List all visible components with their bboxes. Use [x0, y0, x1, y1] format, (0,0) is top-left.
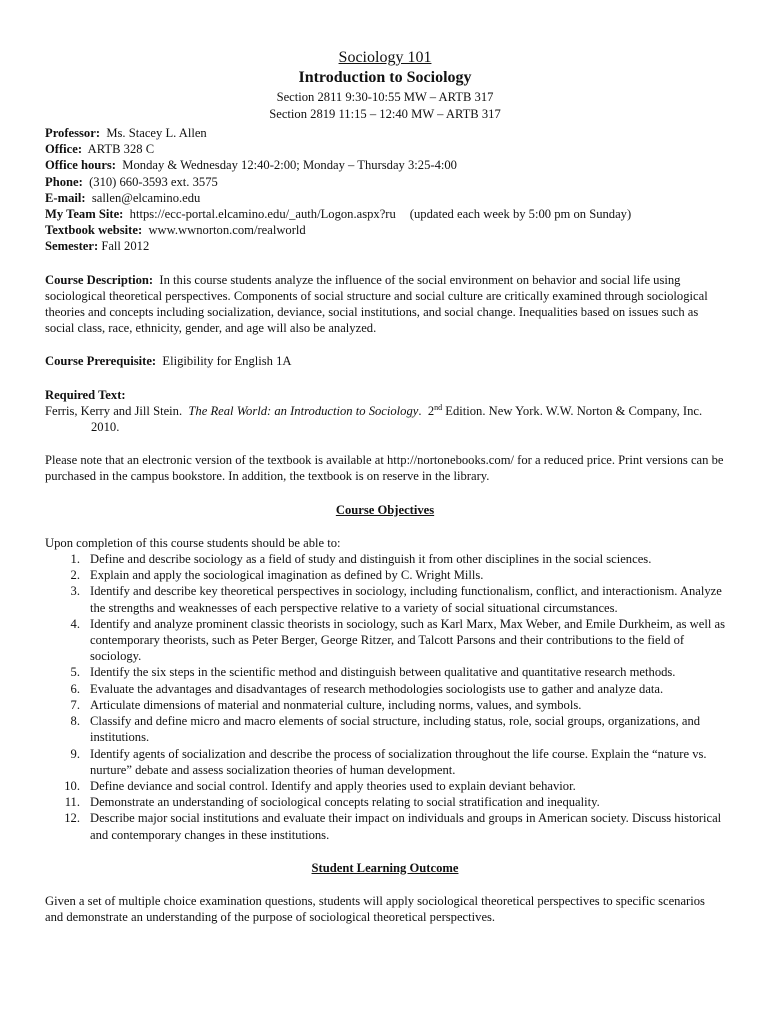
objective-number: 7. [70, 697, 80, 712]
objective-item [45, 794, 725, 810]
objective-item [45, 583, 725, 615]
email-label: E-mail: [45, 190, 86, 205]
objective-text: Define and describe sociology as a field of study and distinguish it from other disciplines in the social sciences. [90, 552, 652, 567]
objective-item [45, 551, 725, 567]
objectives-intro: Upon completion of this course students should be able to: [45, 535, 341, 550]
objective-text: Explain and apply the sociological imagination as defined by C. Wright Mills. [90, 568, 484, 583]
required-text-edition-number: 2 [427, 403, 435, 418]
course-objectives-heading: Course Objectives [335, 502, 435, 517]
office-value: ARTB 328 C [87, 142, 155, 157]
section-line-2: Section 2819 11:15 – 12:40 MW – ARTB 317 [269, 107, 501, 121]
objective-text: Identify and describe key theoretical perspectives in sociology, including functionalism, conflict, and interactionism. Analyze the strengths and weaknesses of each perspective relative to a variety of social situational circumstances. [90, 584, 722, 615]
team-site-line [45, 206, 725, 222]
section-line-1: Section 2811 9:30-10:55 MW – ARTB 317 [276, 90, 494, 104]
textbook-website-line [45, 222, 725, 238]
objective-number: 6. [70, 681, 80, 696]
team-site-note: (updated each week by 5:00 pm on Sunday) [409, 207, 632, 222]
objective-text: Classify and define micro and macro elements of social structure, including status, role, social groups, organizations, and institutions. [90, 714, 701, 745]
objective-number: 8. [70, 714, 80, 729]
textbook-website-url: www.wwnorton.com/realworld [148, 223, 306, 238]
objective-text: Evaluate the advantages and disadvantages of research methodologies sociologists use to gather and analyze data. [90, 681, 664, 696]
course-prerequisite-text: Eligibility for English 1A [162, 354, 292, 369]
objective-text: Identify agents of socialization and describe the process of socialization throughout the life course. Explain the “nature vs. nurture” debate and assess socialization theories of human development. [90, 746, 707, 777]
objective-item [45, 810, 725, 842]
course-number: Sociology 101 [338, 49, 432, 66]
team-site-url: https://ecc-portal.elcamino.edu/_auth/Logon.aspx?ru [129, 207, 396, 222]
textbook-website-label: Textbook website: [45, 223, 143, 238]
objective-text: Define deviance and social control. Identify and apply theories used to explain deviant behavior. [90, 778, 576, 793]
objective-item [45, 713, 725, 745]
learning-outcome-heading: Student Learning Outcome [311, 860, 459, 875]
required-text-label [45, 387, 725, 403]
email-line [45, 190, 725, 206]
required-text-heading: Required Text: [45, 387, 126, 402]
professor-label: Professor: [45, 126, 101, 140]
objective-number: 1. [70, 552, 80, 567]
required-text-publisher: Edition. New York. W.W. Norton & Company, Inc. 2010. [91, 403, 703, 435]
objective-text: Identify and analyze prominent classic theorists in sociology, such as Karl Marx, Max Weber, and Emile Durkheim, as well as contemporary theorists, such as Peter Berger, George Ritzer, and Talcott Parsons and their contributions to the field of sociology. [90, 616, 725, 664]
phone-value: (310) 660-3593 ext. 3575 [89, 174, 218, 189]
syllabus-page [45, 48, 725, 925]
course-description-text: In this course students analyze the influence of the social environment on behavior and social life using sociological theoretical perspectives. Components of social structure and social culture are critically examined through sociological theories and concepts including socialization, deviance, social institutions, and social change. Inequalities based on issues such as social class, race, ethnicity, gender, and age will also be analyzed. [45, 272, 708, 336]
phone-line [45, 174, 725, 190]
objective-number: 3. [70, 584, 80, 599]
office-hours-line [45, 157, 725, 173]
objective-number: 9. [70, 746, 80, 761]
course-info-block [45, 125, 725, 255]
email-value: sallen@elcamino.edu [91, 190, 201, 205]
professor-line [45, 125, 725, 141]
phone-label: Phone: [45, 174, 83, 189]
objective-item [45, 746, 725, 778]
professor-value: Ms. Stacey L. Allen [106, 126, 207, 140]
objective-item [45, 664, 725, 680]
required-text-citation: Ferris, Kerry and Jill Stein. The Real World: an Introduction to Sociology. 2nd Edition. New York. W.W. Norton & Company, Inc. 2010. [45, 402, 703, 435]
course-prerequisite [45, 353, 725, 369]
objective-text: Articulate dimensions of material and nonmaterial culture, including norms, values, and symbols. [90, 697, 582, 712]
semester-label: Semester: [45, 239, 99, 254]
objective-number: 11. [64, 795, 80, 810]
office-hours-value: Monday & Wednesday 12:40-2:00; Monday – Thursday 3:25-4:00 [122, 158, 457, 173]
objective-number: 10. [64, 778, 80, 793]
objective-item [45, 681, 725, 697]
required-text-book-title: The Real World: an Introduction to Sociology [188, 403, 419, 418]
required-text-authors: Ferris, Kerry and Jill Stein. [45, 403, 183, 418]
ebook-note: Please note that an electronic version of the textbook is available at http://nortonebooks.com/ for a reduced price. Print versions can be purchased in the campus bookstore. In addition, the textbook is on reserve in the library. [45, 453, 724, 484]
objective-text: Identify the six steps in the scientific method and distinguish between qualitative and quantitative research methods. [90, 665, 676, 680]
course-description-label: Course Description: [45, 272, 154, 287]
course-title: Introduction to Sociology [298, 69, 472, 86]
semester-line [45, 238, 725, 254]
office-hours-label: Office hours: [45, 158, 116, 173]
objective-item [45, 697, 725, 713]
objective-text: Demonstrate an understanding of sociological concepts relating to social stratification and inequality. [90, 795, 600, 810]
course-prerequisite-label: Course Prerequisite: [45, 354, 157, 369]
semester-value: Fall 2012 [101, 239, 150, 254]
objective-item [45, 778, 725, 794]
objective-text: Describe major social institutions and evaluate their impact on individuals and groups in American society. Discuss historical and contemporary changes in these institutions. [90, 811, 722, 842]
office-label: Office: [45, 142, 83, 157]
objective-number: 4. [70, 616, 80, 631]
team-site-label: My Team Site: [45, 207, 124, 222]
course-description [45, 272, 725, 337]
objective-item [45, 567, 725, 583]
learning-outcome-text: Given a set of multiple choice examination questions, students will apply sociological theoretical perspectives to specific scenarios and demonstrate an understanding of the purpose of sociological theoretical perspectives. [45, 893, 705, 925]
objective-number: 12. [64, 811, 80, 826]
objective-item [45, 616, 725, 665]
objective-number: 5. [70, 665, 80, 680]
objectives-list [45, 551, 725, 843]
objective-number: 2. [70, 568, 80, 583]
required-text-edition-suffix: nd [434, 402, 443, 412]
office-line [45, 141, 725, 157]
